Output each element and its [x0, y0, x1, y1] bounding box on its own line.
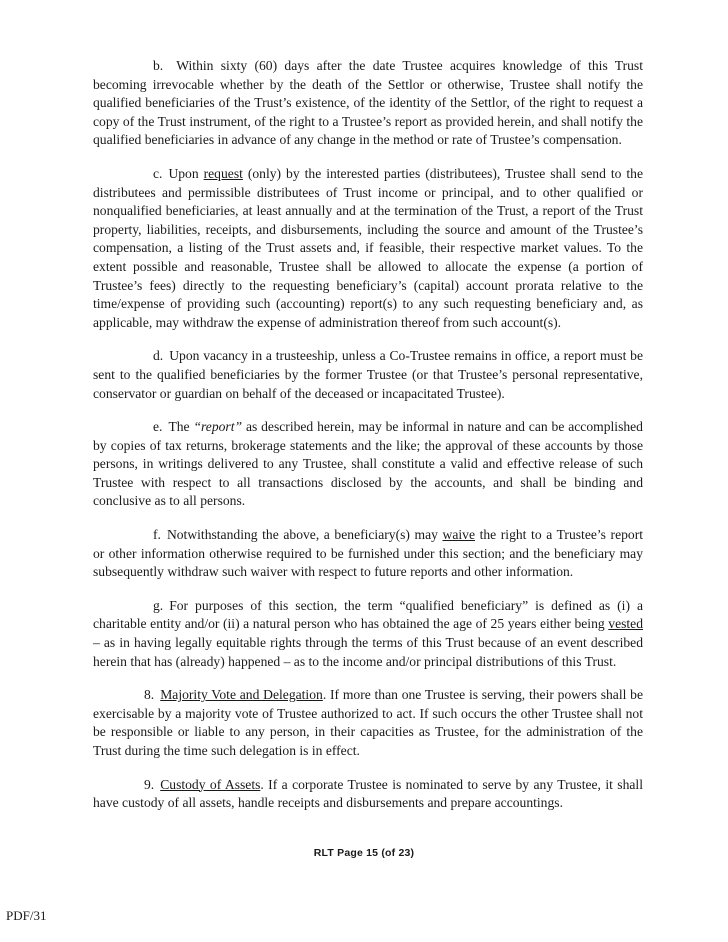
paragraph-c-post: (only) by the interested parties (distributees), Trustee shall send to the distributees and permissible distributees of Trust income or principal, and to other qualified or nonqualified beneficiaries, at least annually and at the termination of the Trust, a report of the Trust property, liabilities, receipts, and disbursements, including the source and amount of the Trustee’s compensation, a listing of the Trust assets and, if feasible, their respective market values. To the extent possible and reasonable, Trustee shall be allowed to allocate the expense (a portion of Trustee’s fees) directly to the requesting beneficiary’s (capital) account prorata relative to the time/expense of providing such (accounting) report(s) to any such requesting beneficiary and, as applicable, may withdraw the expense of administration thereof from such account(s). [93, 165, 643, 330]
paragraph-c [93, 165, 643, 332]
paragraph-b [93, 57, 643, 150]
paragraph-f [93, 526, 643, 582]
pdf-page-number: PDF/31 [6, 908, 47, 923]
section-8-heading: Majority Vote and Delegation [160, 687, 323, 703]
paragraph-c-marker: c. [153, 165, 163, 181]
paragraph-g-pre: For purposes of this section, the term “qualified beneficiary” is defined as (i) a charitable entity and/or (ii) a natural person who has obtained the age of 25 years either being [93, 597, 643, 632]
paragraph-f-post: the right to a Trustee’s report or other information otherwise required to be furnished under this section; and the beneficiary may subsequently withdraw such waiver with respect to future reports and other information. [93, 527, 644, 580]
paragraph-g-underlined: vested [608, 616, 643, 632]
paragraph-d [93, 347, 643, 403]
paragraph-d-text: Upon vacancy in a trusteeship, unless a Co-Trustee remains in office, a report must be sent to the qualified beneficiaries by the former Trustee (or that Trustee’s personal representative, conservator or guardian on behalf of the deceased or incapacitated Trustee). [93, 348, 643, 401]
paragraph-f-marker: f. [153, 527, 161, 543]
paragraph-f-underlined: waive [442, 527, 475, 543]
paragraph-b-marker: b. [153, 58, 164, 73]
section-8-text: . If more than one Trustee is serving, their powers shall be exercisable by a majority vote of Trustee authorized to act. If such occurs the other Trustee shall not be responsible or liable to any person, in their capacities as Trustee, for the administration of the Trust during the time such delegation is in effect. [93, 687, 643, 758]
document-body [93, 57, 643, 828]
paragraph-d-marker: d. [153, 348, 164, 364]
section-9-marker: 9. [144, 776, 155, 792]
section-8-marker: 8. [144, 687, 155, 703]
paragraph-e-italic: “report” [193, 419, 243, 435]
section-8 [93, 686, 643, 760]
paragraph-e-post: as described herein, may be informal in nature and can be accomplished by copies of tax returns, brokerage statements and the like; the approval of these accounts by those persons, in writings delivered to any Trustee, shall constitute a valid and effective release of such Trustee with respect to all transactions disclosed by the accounts, and shall be binding and conclusive as to all persons. [93, 419, 643, 509]
paragraph-g [93, 597, 643, 671]
paragraph-e-pre: The [168, 419, 194, 435]
section-9-text: . If a corporate Trustee is nominated to serve by any Trustee, it shall have custody of all assets, handle receipts and disbursements and prepare accountings. [93, 776, 643, 811]
page-footer: RLT Page 15 (of 23) [313, 847, 415, 859]
section-9-heading: Custody of Assets [160, 776, 261, 792]
paragraph-c-pre: Upon [168, 165, 204, 181]
paragraph-b-text: Within sixty (60) days after the date Trustee acquires knowledge of this Trust becoming irrevocable whether by the death of the Settlor or otherwise, Trustee shall notify the qualified beneficiaries of the Trust’s existence, of the identity of the Settlor, of the right to request a copy of the Trust instrument, of the right to a Trustee’s report as provided herein, and shall notify the qualified beneficiaries in advance of any change in the method or rate of Trustee’s compensation. [93, 58, 643, 148]
section-9 [93, 776, 643, 813]
paragraph-c-underlined: request [203, 165, 243, 181]
paragraph-f-pre: Notwithstanding the above, a beneficiary(s) may [166, 527, 443, 543]
paragraph-e-marker: e. [153, 419, 163, 435]
paragraph-g-marker: g. [153, 597, 164, 613]
paragraph-g-post: – as in having legally equitable rights through the terms of this Trust because of an event described herein that has (already) happened – as to the income and/or principal distributions of this Trust. [93, 635, 643, 669]
paragraph-e [93, 418, 643, 511]
